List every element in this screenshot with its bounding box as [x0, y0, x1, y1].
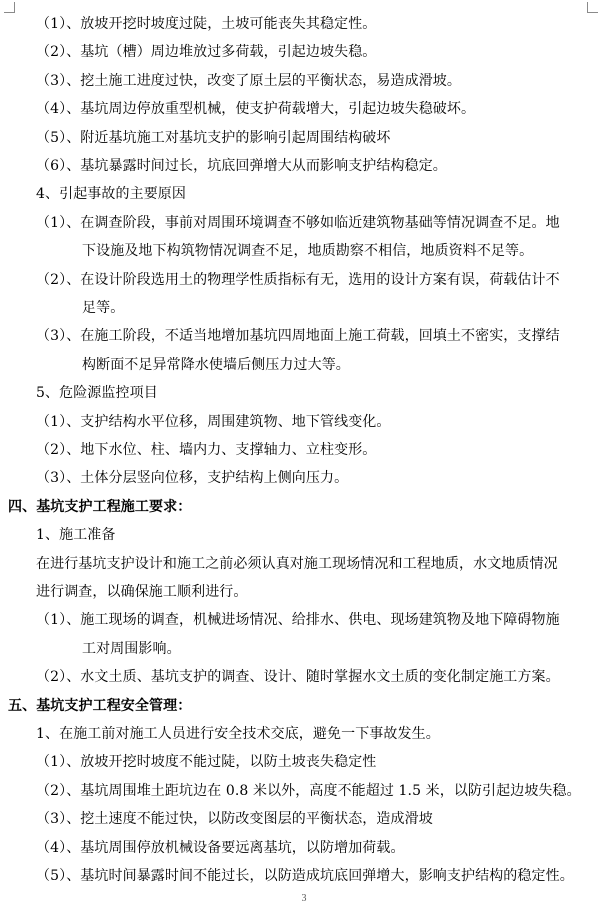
section-heading: 5、危险源监控项目 [36, 385, 158, 402]
paragraph-line: 在进行基坑支护设计和施工之前必须认真对施工现场情况和工程地质，水文地质情况 [36, 555, 558, 572]
list-item: （1）、放坡开挖时坡度过陡，土坡可能丧失其稳定性。 [36, 16, 377, 32]
list-item: （1）、支护结构水平位移，周围建筑物、地下管线变化。 [36, 413, 391, 430]
list-item: （2）、地下水位、柱、墙内力、支撑轴力、立柱变形。 [36, 442, 377, 458]
list-item: （3）、土体分层竖向位移，支护结构上侧向压力。 [36, 470, 349, 487]
list-item-continuation: 工对周围影响。 [82, 640, 181, 657]
chapter-heading: 五、基坑支护工程安全管理： [8, 697, 192, 714]
list-item: （2）、基坑（槽）周边堆放过多荷载，引起边坡失稳。 [36, 44, 377, 61]
list-item: （1）、在调查阶段，事前对周围环境调查不够如临近建筑物基础等情况调查不足。地 [36, 214, 560, 231]
list-item: （4）、基坑周边停放重型机械，使支护荷载增大，引起边坡失稳破坏。 [36, 101, 476, 118]
list-item: （1）、施工现场的调查，机械进场情况、给排水、供电、现场建筑物及地下障碍物施 [36, 612, 560, 629]
margin-corner-mark [587, 2, 598, 13]
list-item: （5）、附近基坑施工对基坑支护的影响引起周围结构破坏 [36, 129, 391, 146]
list-item: （3）、在施工阶段，不适当地增加基坑四周地面上施工荷载，回填土不密实，支撑结 [36, 328, 560, 345]
list-item-continuation: 足等。 [82, 300, 125, 316]
list-item: （4）、基坑周围停放机械设备要远离基坑，以防增加荷载。 [36, 839, 405, 856]
list-item: （6）、基坑暴露时间过长，坑底回弹增大从而影响支护结构稳定。 [36, 158, 447, 174]
section-heading: 1、在施工前对施工人员进行安全技术交底，避免一下事故发生。 [36, 726, 440, 742]
list-item: （2）、基坑周围堆土距坑边在 0.8 米以外，高度不能超过 1.5 米，以防引起边坡失稳。 [36, 782, 581, 799]
list-item: （3）、挖土施工进度过快，改变了原土层的平衡状态，易造成滑坡。 [36, 72, 462, 89]
page-number: 3 [301, 893, 307, 904]
section-heading: 4、引起事故的主要原因 [36, 186, 187, 203]
list-item-continuation: 下设施及地下构筑物情况调查不足，地质勘察不相信，地质资料不足等。 [82, 243, 534, 260]
list-item-continuation: 构断面不足异常降水使墙后侧压力过大等。 [82, 356, 350, 373]
list-item: （3）、挖土速度不能过快，以防改变图层的平衡状态，造成滑坡 [36, 811, 433, 828]
section-heading: 1、施工准备 [36, 527, 116, 544]
chapter-heading: 四、基坑支护工程施工要求： [8, 498, 192, 515]
list-item: （2）、在设计阶段选用土的物理学性质指标有无，选用的设计方案有误，荷载估计不 [36, 271, 560, 288]
list-item: （5）、基坑时间暴露时间不能过长，以防造成坑底回弹增大，影响支护结构的稳定性。 [36, 868, 574, 884]
margin-corner-mark [4, 2, 15, 13]
paragraph-line: 进行调查，以确保施工顺利进行。 [36, 584, 248, 600]
list-item: （1）、放坡开挖时坡度不能过陡，以防土坡丧失稳定性 [36, 754, 377, 771]
list-item: （2）、水文土质、基坑支护的调查、设计、随时掌握水文土质的变化制定施工方案。 [36, 669, 560, 686]
